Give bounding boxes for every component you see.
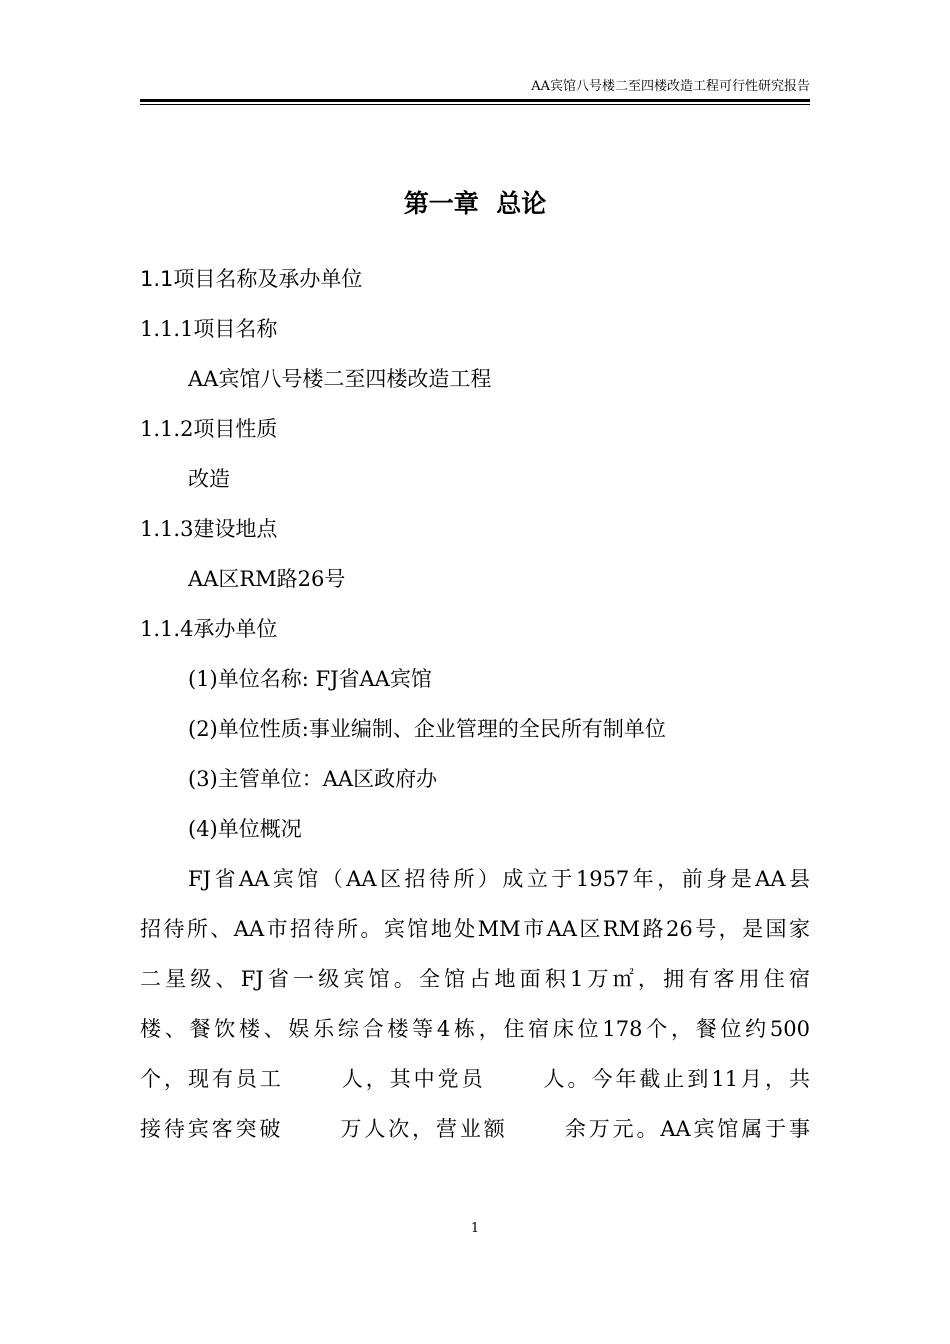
chapter-title: 第一章 总论 [403, 189, 547, 218]
section-heading: 1.1项目名称及承办单位 [140, 267, 363, 291]
running-header: AA宾馆八号楼二至四楼改造工程可行性研究报告 [531, 79, 810, 94]
overview-paragraph-line: 楼、餐饮楼、娱乐综合楼等4栋，住宿床位178个，餐位约500 [140, 1017, 810, 1041]
unit-overview-item: (4)单位概况 [188, 817, 302, 841]
project-nature-text: 改造 [188, 467, 230, 491]
unit-name-item: (1)单位名称: FJ省AA宾馆 [188, 667, 432, 691]
overview-paragraph-line: 招待所、AA市招待所。宾馆地处MM市AA区RM路26号，是国家 [140, 917, 810, 941]
subsection-heading-1-1-1: 1.1.1项目名称 [140, 317, 278, 341]
overview-paragraph-line: 二星级、FJ省一级宾馆。全馆占地面积1万㎡，拥有客用住宿 [140, 967, 810, 991]
overview-paragraph-line: 接待宾客突破 万人次，营业额 余万元。AA宾馆属于事 [140, 1117, 810, 1141]
location-text: AA区RM路26号 [188, 567, 346, 591]
header-rule-thick [140, 99, 810, 102]
subsection-heading-1-1-4: 1.1.4承办单位 [140, 617, 278, 641]
subsection-heading-1-1-2: 1.1.2项目性质 [140, 417, 278, 441]
unit-nature-item: (2)单位性质:事业编制、企业管理的全民所有制单位 [188, 717, 666, 741]
supervising-unit-item: (3)主管单位：AA区政府办 [188, 767, 438, 791]
overview-paragraph-line: 个，现有员工 人，其中党员 人。今年截止到11月，共 [140, 1067, 810, 1091]
project-name-text: AA宾馆八号楼二至四楼改造工程 [188, 367, 492, 391]
header-rule-thin [140, 104, 810, 105]
page-number: 1 [470, 1221, 480, 1236]
subsection-heading-1-1-3: 1.1.3建设地点 [140, 517, 278, 541]
overview-paragraph-line: FJ省AA宾馆（AA区招待所）成立于1957年，前身是AA县 [188, 867, 810, 891]
